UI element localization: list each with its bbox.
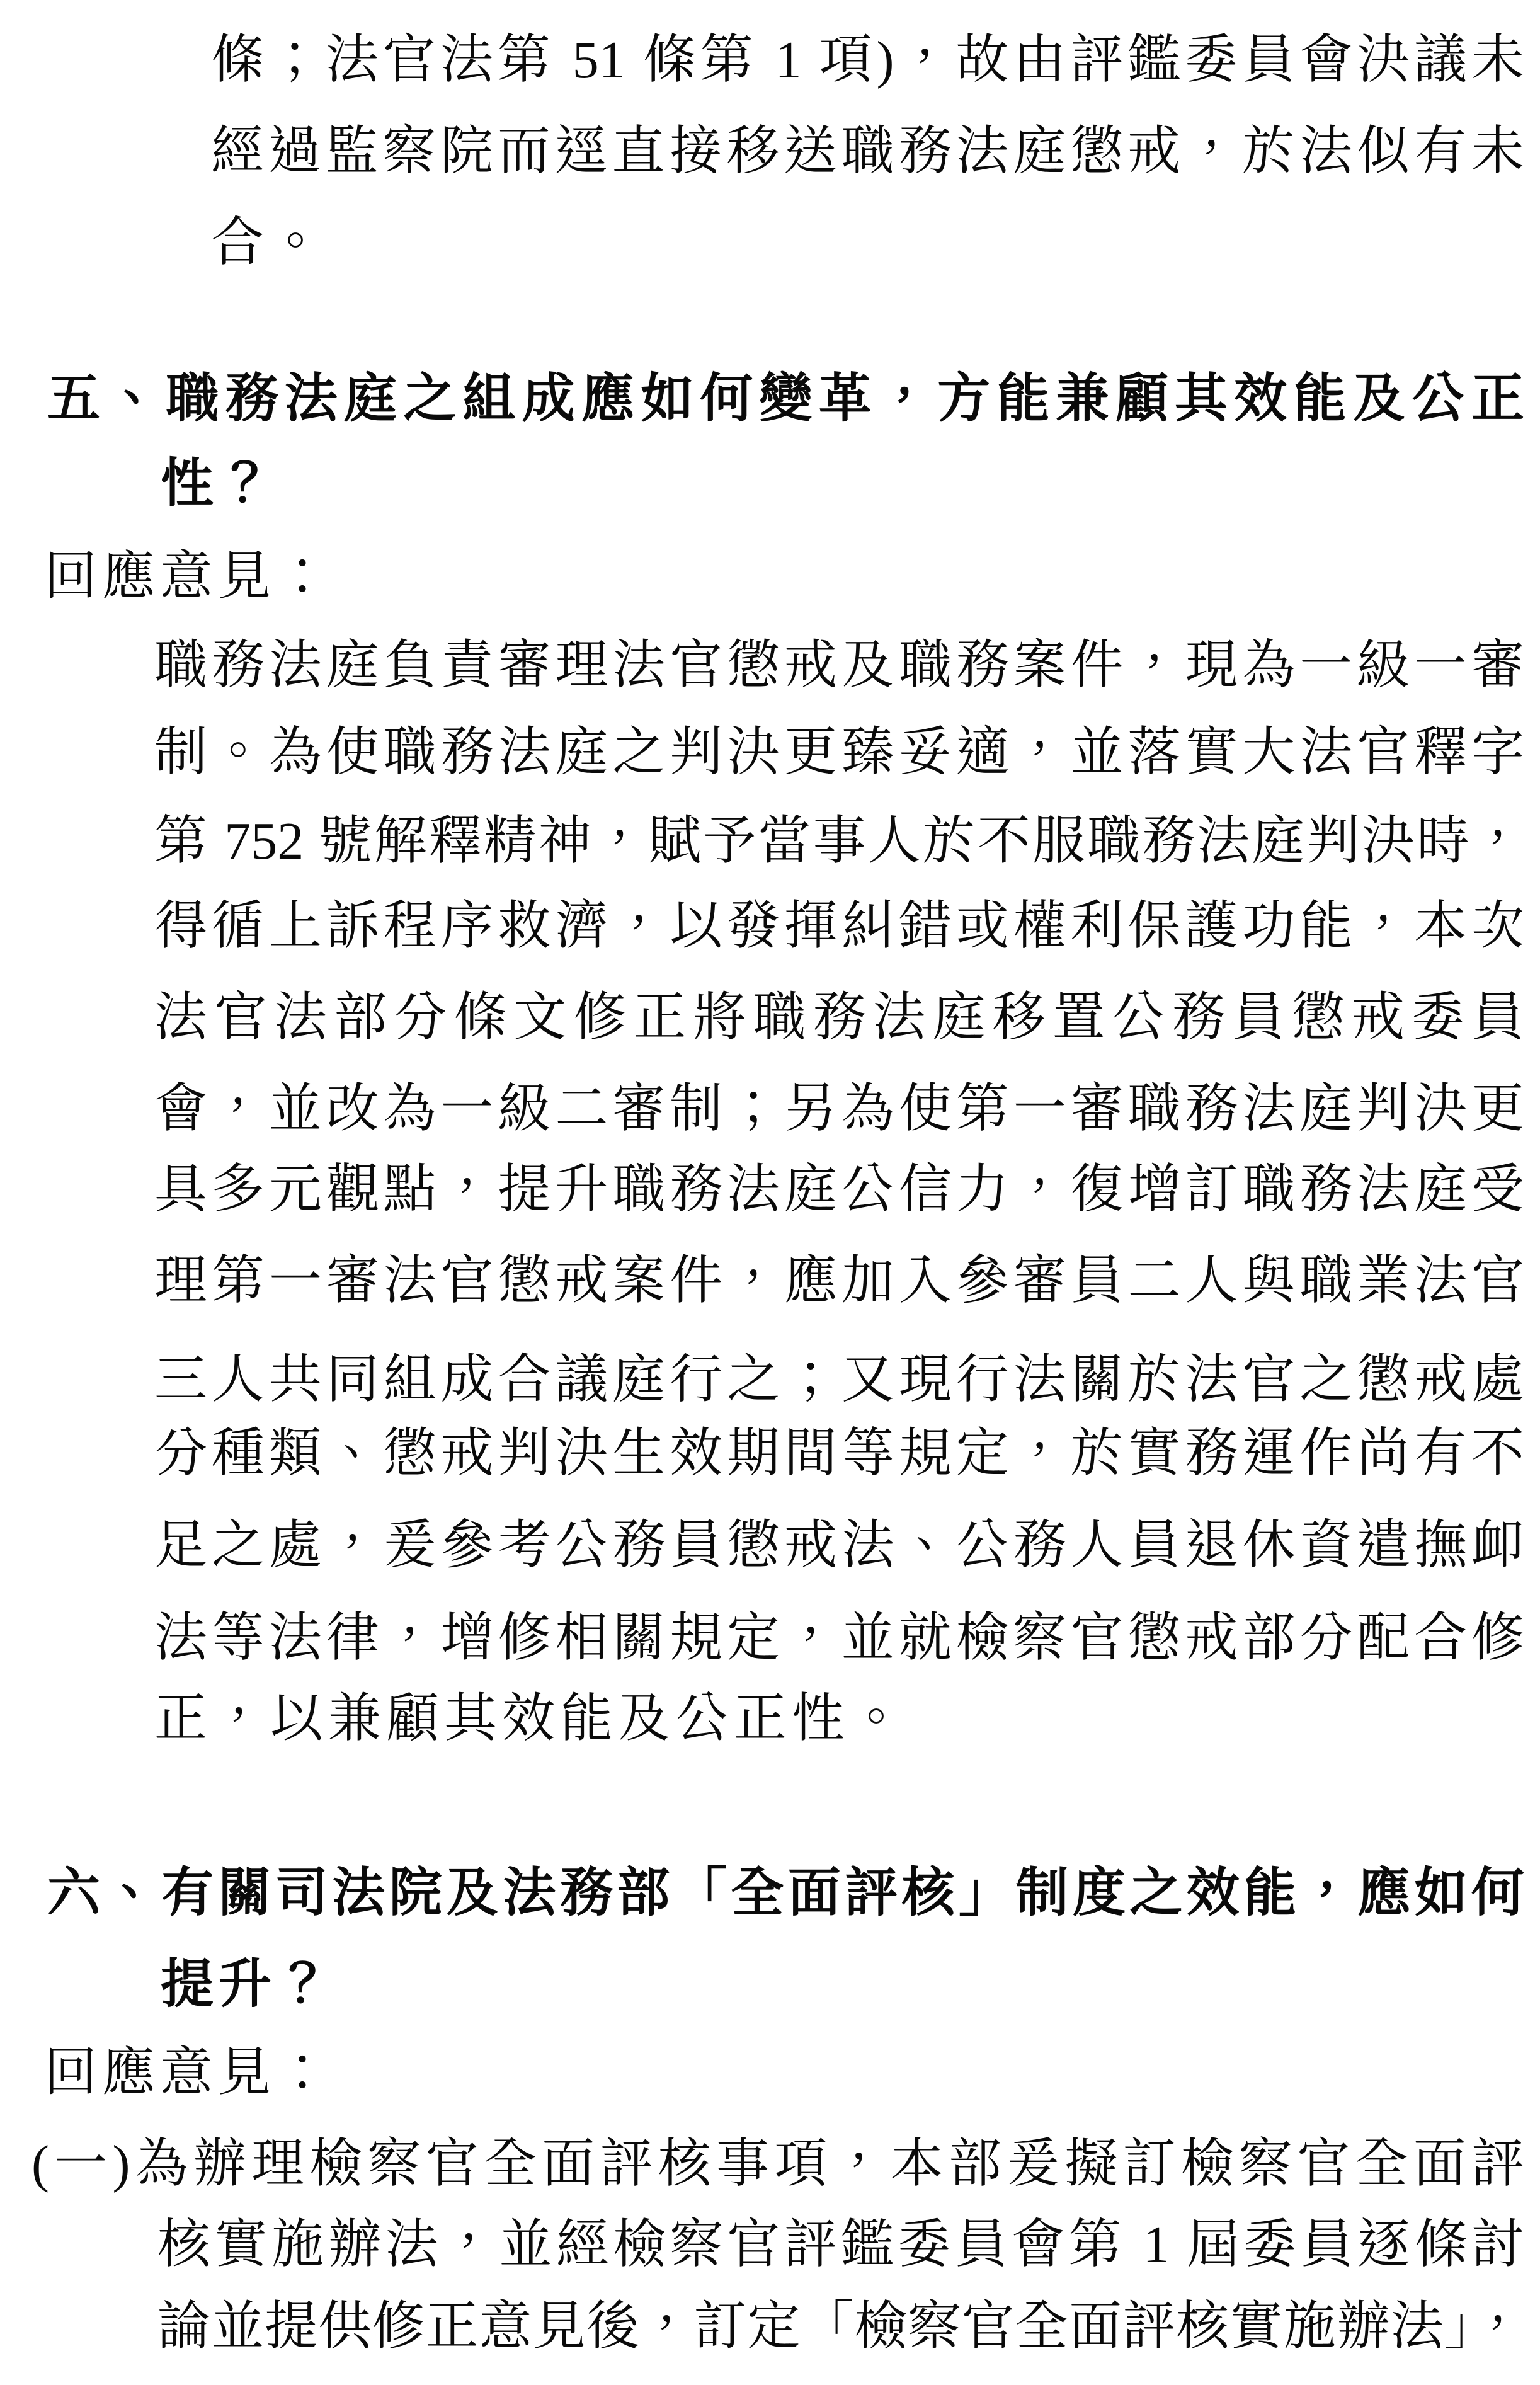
section-five-body-line-2: 制。為使職務法庭之判決更臻妥適，並落實大法官釋字: [154, 723, 1524, 782]
section-five-body-line-3: 第 752 號解釋精神，賦予當事人於不服職務法庭判決時，: [154, 812, 1524, 871]
section-six-item-one-line-2: 核實施辦法，並經檢察官評鑑委員會第 1 屆委員逐條討: [157, 2216, 1524, 2274]
section-six-item-one-line-1: (一)為辦理檢察官全面評核事項，本部爰擬訂檢察官全面評: [31, 2135, 1524, 2193]
section-five-body-line-7: 具多元觀點，提升職務法庭公信力，復增訂職務法庭受: [154, 1160, 1524, 1219]
section-five-heading-line-1: 五、職務法庭之組成應如何變革，方能兼顧其效能及公正: [47, 370, 1524, 428]
continued-paragraph-line-1: 條；法官法第 51 條第 1 項)，故由評鑑委員會決議未: [211, 31, 1524, 89]
section-five-body-line-1: 職務法庭負責審理法官懲戒及職務案件，現為一級一審: [154, 636, 1524, 695]
section-five-body-line-9: 三人共同組成合議庭行之；又現行法關於法官之懲戒處: [154, 1351, 1524, 1409]
section-five-body-line-12: 法等法律，增修相關規定，並就檢察官懲戒部分配合修: [154, 1609, 1524, 1667]
section-five-response-label: 回應意見：: [44, 547, 334, 606]
section-five-body-line-11: 足之處，爰參考公務員懲戒法、公務人員退休資遣撫卹: [154, 1516, 1524, 1575]
section-six-item-one-line-3: 論並提供修正意見後，訂定「檢察官全面評核實施辦法」，: [157, 2297, 1524, 2356]
section-six-heading-line-2: 提升？: [161, 1955, 335, 2014]
section-six-response-label: 回應意見：: [44, 2044, 334, 2102]
section-five-body-line-6: 會，並改為一級二審制；另為使第一審職務法庭判決更: [154, 1080, 1524, 1138]
continued-paragraph-line-2: 經過監察院而逕直接移送職務法庭懲戒，於法似有未: [211, 122, 1524, 181]
section-five-body-line-5: 法官法部分條文修正將職務法庭移置公務員懲戒委員: [154, 988, 1524, 1047]
section-five-body-line-10: 分種類、懲戒判決生效期間等規定，於實務運作尚有不: [154, 1424, 1524, 1483]
section-five-body-line-4: 得循上訴程序救濟，以發揮糾錯或權利保護功能，本次: [154, 897, 1524, 956]
continued-paragraph-line-3: 合。: [211, 214, 328, 272]
section-five-heading-line-2: 性？: [161, 455, 277, 513]
section-five-body-line-13: 正，以兼顧其效能及公正性。: [154, 1690, 908, 1748]
section-six-heading-line-1: 六、有關司法院及法務部「全面評核」制度之效能，應如何: [47, 1864, 1524, 1923]
section-five-body-line-8: 理第一審法官懲戒案件，應加入參審員二人與職業法官: [154, 1252, 1524, 1310]
